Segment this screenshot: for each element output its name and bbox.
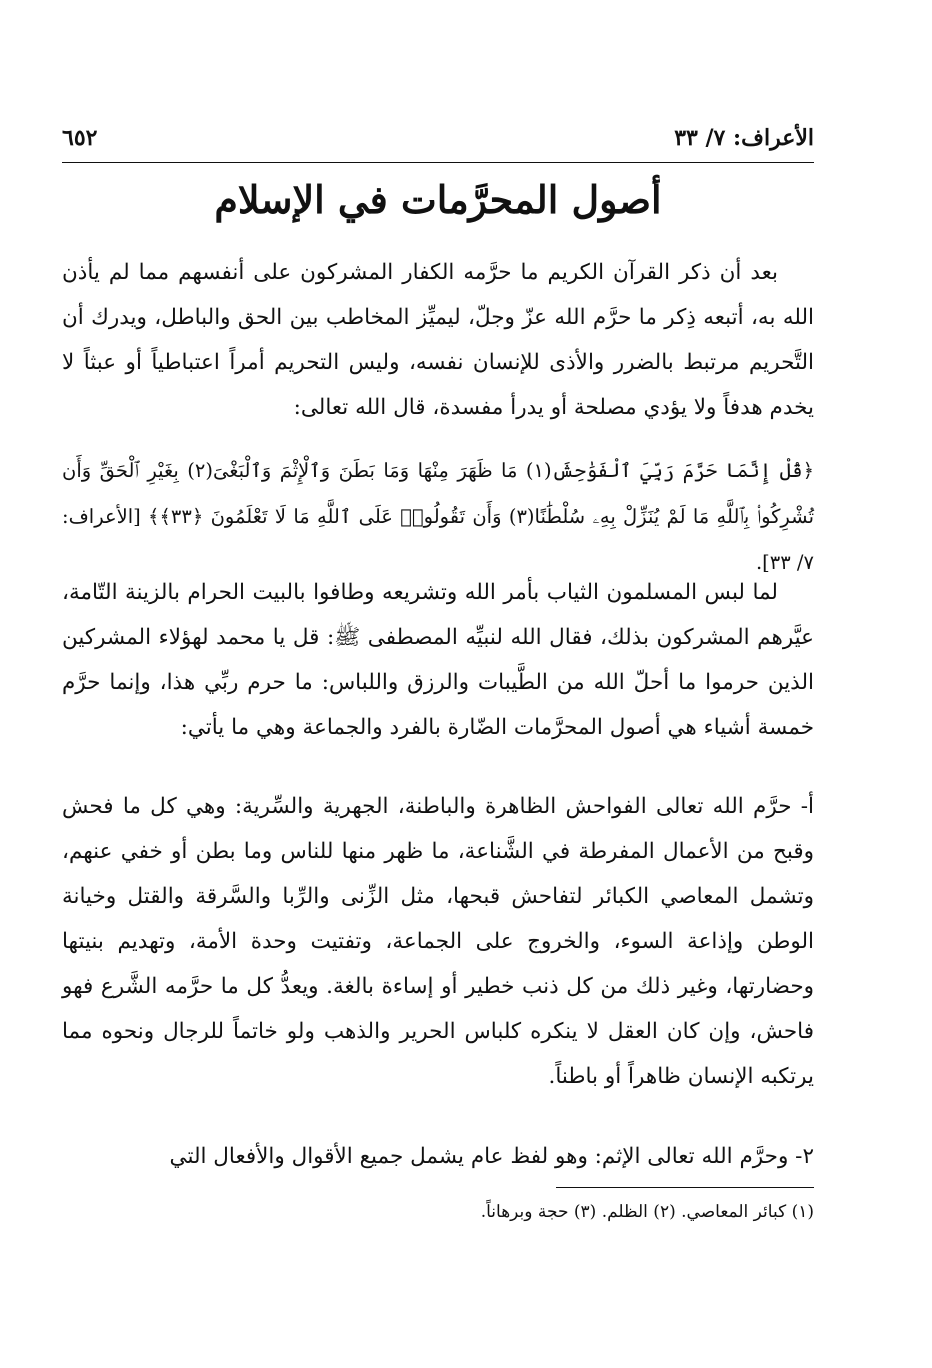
context-paragraph: لما لبس المسلمون الثياب بأمر الله وتشريعه وطافوا بالبيت الحرام بالزينة التّامة، عيَّرهم المشركون بذلك، فقال الله لنبيِّه المصطفى ﷺ: قل يا محمد لهؤلاء المشركين الذين حرموا ما أحلّ الله من الطَّيبات والرزق واللباس: ما حرم ربِّي هذا، وإنما حرَّم خمسة أشياء هي أصول المحرَّمات الضّارة بالفرد والجماعة وهي ما يأتي: [62,580,814,740]
surah-reference: الأعراف: ٧/ ٣٣ [674,125,814,151]
footnotes: (١) كبائر المعاصي. (٢) الظلم. (٣) حجة وبرهاناً. [480,1202,814,1222]
running-header [62,118,814,158]
item-ithm-paragraph: ٢- وحرَّم الله تعالى الإثم: وهو لفظ عام يشمل جميع الأقوال والأفعال التي [169,1144,814,1169]
intro-paragraph: بعد أن ذكر القرآن الكريم ما حرَّمه الكفار المشركون على أنفسهم مما لم يأذن الله به، أتبعه ذِكر ما حرَّم الله عزّ وجلّ، ليميِّز المخاطب بين الحق والباطل، ويدرك أن التَّحريم مرتبط بالضرر والأذى للإنسان نفسه، وليس التحريم أمراً اعتباطياً أو عبثاً لا يخدم هدفاً ولا يؤدي مصلحة أو يدرأ مفسدة، قال الله تعالى: [62,260,814,420]
header-divider [62,162,814,163]
book-page [62,118,814,1248]
page-number: ٦٥٢ [62,125,98,151]
item-fawahish-paragraph: أ- حرَّم الله تعالى الفواحش الظاهرة والباطنة، الجهرية والسِّرية: وهي كل ما فحش وقبح من الأعمال المفرطة في الشَّناعة، ما ظهر منها للناس وما بطن أو خفي عنهم، وتشمل المعاصي الكبائر لتفاحش قبحها، مثل الزِّنى والرِّبا والسَّرقة والقتل وخيانة الوطن وإذاعة السوء، والخروج على الجماعة، وتفتيت وحدة الأمة، وتهديم بنيتها وحضارتها، وغير ذلك من كل ذنب خطير أو إساءة بالغة. ويعدُّ كل ما حرَّمه الشَّرع فهو فاحش، وإن كان العقل لا ينكره كلباس الحرير والذهب ولو خاتماً للرجال ونحوه مما يرتكبه الإنسان ظاهراً أو باطناً. [62,794,814,1089]
quran-verse: ﴿قُلْ إِنَّمَا حَرَّمَ رَبِّيَ ٱلْفَوَٰحِشَ(١) مَا ظَهَرَ مِنْهَا وَمَا بَطَنَ وَٱلْإِثْمَ وَٱلْبَغْىَ(٢) بِغَيْرِ ٱلْحَقِّ وَأَن تُشْرِكُوا۟ بِٱللَّهِ مَا لَمْ يُنَزِّلْ بِهِۦ سُلْطَٰنًا(٣) وَأَن تَقُولُوا۟ عَلَى ٱللَّهِ مَا لَا تَعْلَمُونَ ﴿٣٣﴾﴾ [الأعراف: ٧/ ٣٣]. [62,459,815,574]
section-title: أصول المحرَّمات في الإسلام [214,177,662,222]
footnote-divider [556,1187,814,1188]
